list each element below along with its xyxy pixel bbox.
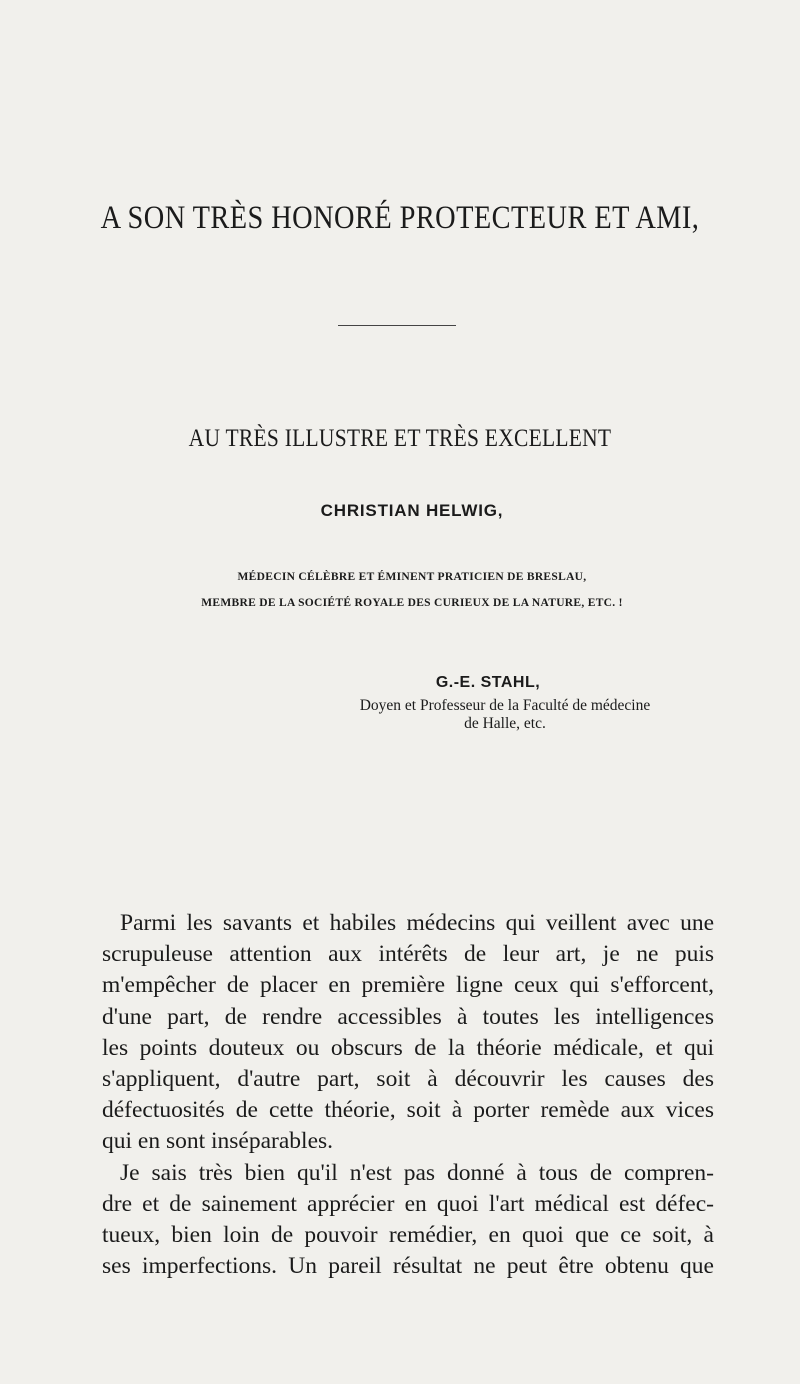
text-line: Parmi les savants et habiles médecins qui veillent avec une [120,910,714,936]
text-line: d'une part, de rendre accessibles à toutes les intelligences [102,1003,714,1030]
body-text [102,908,714,1282]
text-line: les points douteux ou obscurs de la théorie médicale, et qui [102,1034,714,1061]
author-name: G.-E. STAHL, [435,674,541,691]
text-line: scrupuleuse attention aux intérêts de leur art, je ne puis [102,941,714,968]
text-line: m'empêcher de placer en première ligne ceux qui s'efforcent, [102,972,714,999]
author-title [340,697,670,733]
dedication-heading: A SON TRÈS HONORÉ PROTECTEUR ET AMI, [100,200,700,236]
text-line: qui en sont inséparables. [102,1128,334,1155]
text-line: ses imperfections. Un pareil résultat ne peut être obtenu que [102,1253,714,1280]
recipient-title-line2: MEMBRE DE LA SOCIÉTÉ ROYALE DES CURIEUX DE LA NATURE, ETC. ! [201,597,623,609]
text-line: dre et de sainement apprécier en quoi l'art médical est défec- [102,1190,714,1217]
paragraph-2 [102,1158,714,1283]
paragraph-1 [102,908,714,1158]
recipient-name: CHRISTIAN HELWIG, [320,501,504,520]
text-line: s'appliquent, d'autre part, soit à découvrir les causes des [102,1066,714,1093]
divider-rule [338,325,456,326]
author-title-line1: Doyen et Professeur de la Faculté de médecine [359,697,651,714]
dedication-subheading: AU TRÈS ILLUSTRE ET TRÈS EXCELLENT [188,425,612,452]
author-title-line2: de Halle, etc. [464,715,546,732]
text-line: Je sais très bien qu'il n'est pas donné à tous de compren- [120,1159,714,1186]
text-line: tueux, bien loin de pouvoir remédier, en quoi que ce soit, à [102,1222,714,1249]
recipient-title-line1: MÉDECIN CÉLÈBRE ET ÉMINENT PRATICIEN DE BRESLAU, [237,571,587,583]
text-line: défectuosités de cette théorie, soit à porter remède aux vices [102,1097,714,1124]
